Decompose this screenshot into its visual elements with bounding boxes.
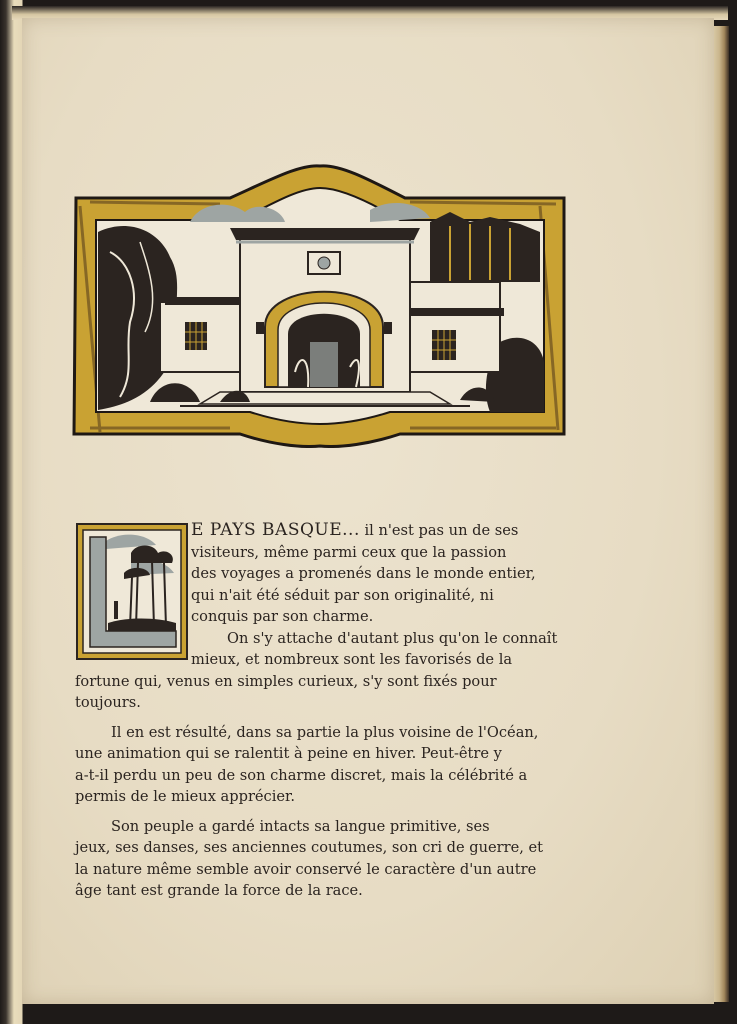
text-line: âge tant est grande la force de la race. (75, 882, 363, 899)
text-line: On s'y attache d'autant plus qu'on le connaît (227, 629, 558, 647)
text-line: Son peuple a gardé intacts sa langue primitive, ses (111, 817, 490, 835)
text-line: jeux, ses danses, ses anciennes coutumes, son cri de guerre, et (75, 839, 544, 856)
text-line: conquis par son charme. (191, 608, 374, 625)
paragraph-4 (75, 816, 562, 902)
text-line: permis de le mieux apprécier. (75, 788, 296, 805)
text-line: visiteurs, même parmi ceux que la passion (191, 543, 507, 561)
paragraph-2 (75, 628, 562, 714)
text-line: toujours. (75, 694, 141, 711)
lead-words: E PAYS BASQUE... (191, 520, 360, 540)
body-text (75, 520, 562, 902)
text-line: fortune qui, venus en simples curieux, s'y sont fixés pour (75, 672, 497, 690)
text-line: Il en est résulté, dans sa partie la plus voisine de l'Océan, (111, 723, 539, 741)
text-line: il n'est pas un de ses (359, 522, 519, 539)
text-line: la nature même semble avoir conservé le caractère d'un autre (75, 860, 537, 878)
basque-gateway-illustration (70, 162, 566, 448)
paragraph-3 (75, 722, 562, 808)
text-line: une animation qui se ralentit à peine en hiver. Peut-être y (75, 745, 502, 762)
paragraph-1 (191, 520, 562, 628)
text-line: a-t-il perdu un peu de son charme discret, mais la célébrité a (75, 766, 528, 784)
page-stack-edge (713, 26, 729, 1002)
text-line: mieux, et nombreux sont les favorisés de la (191, 651, 513, 668)
text-line: des voyages a promenés dans le monde entier, (191, 565, 536, 582)
text-line: qui n'ait été séduit par son originalité, ni (191, 586, 494, 604)
